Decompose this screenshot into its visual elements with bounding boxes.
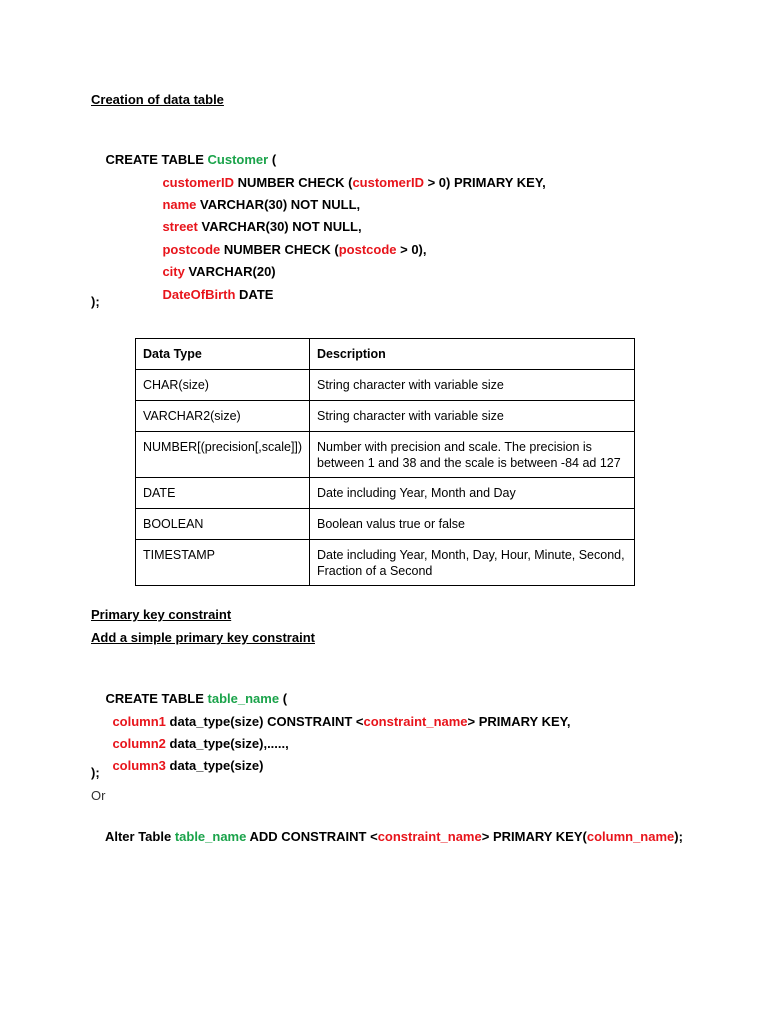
cell-data-type: BOOLEAN	[136, 509, 310, 540]
column-def: > 0),	[396, 242, 427, 257]
or-text: Or	[91, 788, 106, 803]
column-name: postcode	[162, 242, 221, 257]
create-generic-close: );	[91, 765, 100, 780]
column-name: customerID	[352, 175, 424, 190]
column-def: > 0) PRIMARY KEY,	[423, 175, 546, 190]
column-def: data_type(size)	[165, 758, 264, 773]
table-row	[136, 509, 635, 540]
column-name: city	[162, 264, 185, 279]
constraint-name: constraint_name	[363, 714, 468, 729]
table-header-row	[136, 339, 635, 370]
sql-keyword: Alter Table	[104, 829, 175, 844]
cell-description: Date including Year, Month and Day	[310, 478, 635, 509]
table-row	[136, 370, 635, 401]
cell-description: String character with variable size	[310, 370, 635, 401]
column-name: column2	[112, 736, 166, 751]
sql-paren: (	[268, 152, 277, 167]
column-def: DATE	[235, 287, 274, 302]
column-def: data_type(size),.....,	[165, 736, 289, 751]
column-def: VARCHAR(30) NOT NULL,	[197, 219, 362, 234]
column-name: column_name	[586, 829, 675, 844]
heading-creation-of-data-table: Creation of data table	[91, 92, 224, 107]
column-def: VARCHAR(20)	[184, 264, 276, 279]
sql-keyword: CREATE TABLE	[105, 152, 208, 167]
cell-description: Number with precision and scale. The precision is between 1 and 38 and the scale is between -84 ad 127	[310, 432, 635, 478]
column-name: name	[162, 197, 197, 212]
header-description: Description	[310, 339, 635, 370]
column-def: NUMBER CHECK (	[233, 175, 353, 190]
alter-table-statement	[91, 813, 683, 861]
column-name: postcode	[338, 242, 397, 257]
table-row	[136, 401, 635, 432]
cell-data-type: NUMBER[(precision[,scale]])	[136, 432, 310, 478]
sql-paren: (	[279, 691, 288, 706]
generic-column3	[98, 742, 263, 790]
cell-description: Date including Year, Month, Day, Hour, Minute, Second, Fraction of a Second	[310, 540, 635, 586]
cell-description: String character with variable size	[310, 401, 635, 432]
table-name: table_name	[207, 691, 280, 706]
column-name: street	[162, 219, 198, 234]
constraint-name: constraint_name	[377, 829, 482, 844]
table-row	[136, 478, 635, 509]
heading-add-simple-pk: Add a simple primary key constraint	[91, 630, 315, 645]
table-name: table_name	[174, 829, 247, 844]
cell-description: Boolean valus true or false	[310, 509, 635, 540]
data-types-table	[135, 338, 635, 586]
sql-paren: );	[674, 829, 683, 844]
create-customer-close: );	[91, 294, 100, 309]
cell-data-type: TIMESTAMP	[136, 540, 310, 586]
cell-data-type: CHAR(size)	[136, 370, 310, 401]
column-def: NUMBER CHECK (	[220, 242, 339, 257]
column-name: DateOfBirth	[162, 287, 236, 302]
column-name: column3	[112, 758, 166, 773]
sql-keyword: > PRIMARY KEY(	[481, 829, 587, 844]
column-def: VARCHAR(30) NOT NULL,	[196, 197, 361, 212]
column-def: data_type(size) CONSTRAINT <	[165, 714, 364, 729]
sql-keyword: ADD CONSTRAINT <	[246, 829, 378, 844]
table-row	[136, 540, 635, 586]
table-row	[136, 432, 635, 478]
heading-primary-key-constraint: Primary key constraint	[91, 607, 232, 622]
header-data-type: Data Type	[136, 339, 310, 370]
column-name: customerID	[162, 175, 234, 190]
cell-data-type: DATE	[136, 478, 310, 509]
column-name: column1	[112, 714, 166, 729]
sql-keyword: CREATE TABLE	[105, 691, 208, 706]
table-name: Customer	[207, 152, 269, 167]
column-def: > PRIMARY KEY,	[467, 714, 571, 729]
customer-column-dateofbirth	[148, 271, 273, 319]
cell-data-type: VARCHAR2(size)	[136, 401, 310, 432]
